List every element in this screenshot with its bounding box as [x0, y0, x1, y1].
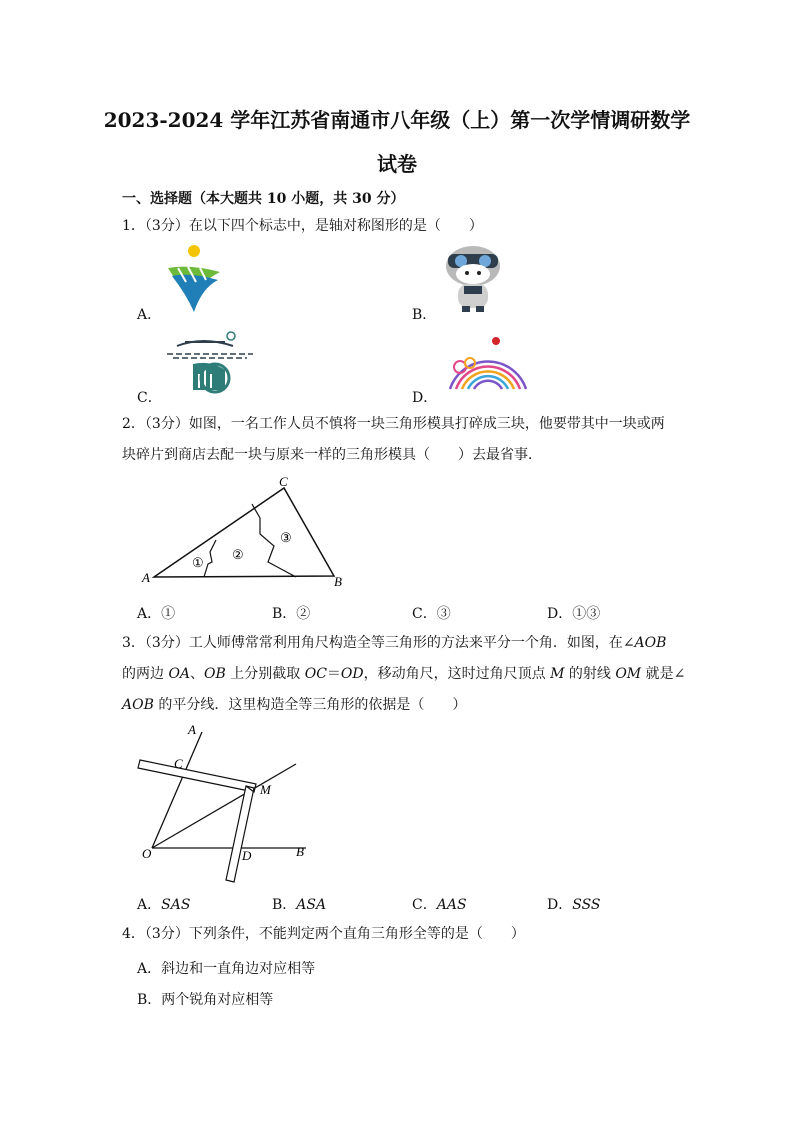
q3-option-a: A．SAS [137, 897, 191, 913]
q1-option-c: C． [137, 390, 162, 406]
ruler-arm-1 [138, 760, 256, 792]
ray-om [152, 764, 296, 848]
q4-option-b: B．两个锐角对应相等 [137, 992, 274, 1008]
logo-c-image [163, 330, 257, 396]
vertex-b-label: B [334, 574, 342, 589]
logo-a-image [160, 242, 230, 316]
question-2-line2: 块碎片到商店去配一块与原来一样的三角形模具（ ）去最省事． [122, 447, 542, 463]
q1-option-b: B． [412, 307, 437, 323]
section-heading: 一、选择题（本大题共 10 小题，共 30 分） [122, 191, 405, 207]
q1-option-d: D． [412, 390, 438, 406]
q2-option-b: B．② [272, 606, 311, 622]
point-c-label: C [174, 756, 183, 771]
question-3-line2: 的两边 OA、OB 上分别截取 OC＝OD，移动角尺，这时过角尺顶点 M 的射线 OM 就是∠ [122, 666, 686, 682]
question-2-line1: 2．（3分）如图，一名工作人员不慎将一块三角形模具打碎成三块，他要带其中一块或两 [122, 416, 665, 432]
q3-option-c: C．AAS [412, 897, 467, 913]
q4-option-a: A．斜边和一直角边对应相等 [137, 961, 316, 977]
vertex-a-label: A [142, 570, 150, 585]
triangle-outline [154, 488, 334, 577]
q2-option-a: A．① [137, 606, 176, 622]
piece-2-label: ② [232, 547, 244, 562]
logo-d-image [440, 333, 530, 395]
piece-1-label: ① [192, 555, 204, 570]
point-o-label: O [142, 846, 152, 861]
question-3-line1: 3．（3分）工人师傅常常利用角尺构造全等三角形的方法来平分一个角．如图，在∠AOB [122, 635, 667, 651]
angle-ruler-figure [136, 720, 316, 886]
question-1-text: 1．（3分）在以下四个标志中，是轴对称图形的是（ ） [122, 218, 483, 234]
point-b-label: B [296, 844, 304, 859]
crack-line-1 [204, 540, 216, 577]
ruler-arm-2 [226, 786, 254, 882]
point-m-label: M [260, 782, 271, 797]
page-title: 2023-2024 学年江苏省南通市八年级（上）第一次学情调研数学 [103, 108, 691, 132]
piece-3-label: ③ [280, 530, 292, 545]
q2-option-c: C．③ [412, 606, 451, 622]
point-a-label: A [188, 722, 196, 737]
q2-option-d: D．①③ [547, 606, 601, 622]
q3-option-d: D．SSS [547, 897, 601, 913]
ray-oa [152, 732, 202, 848]
logo-b-mascot [440, 244, 506, 316]
broken-triangle-figure [136, 474, 356, 590]
q1-option-a: A． [137, 307, 162, 323]
page-title-line2: 试卷 [377, 152, 417, 176]
vertex-c-label: C [279, 474, 288, 489]
question-4-text: 4．（3分）下列条件，不能判定两个直角三角形全等的是（ ） [122, 926, 525, 942]
q3-option-b: B．ASA [272, 897, 327, 913]
question-3-line3: AOB 的平分线．这里构造全等三角形的依据是（ ） [122, 697, 467, 713]
point-d-label: D [242, 848, 252, 863]
